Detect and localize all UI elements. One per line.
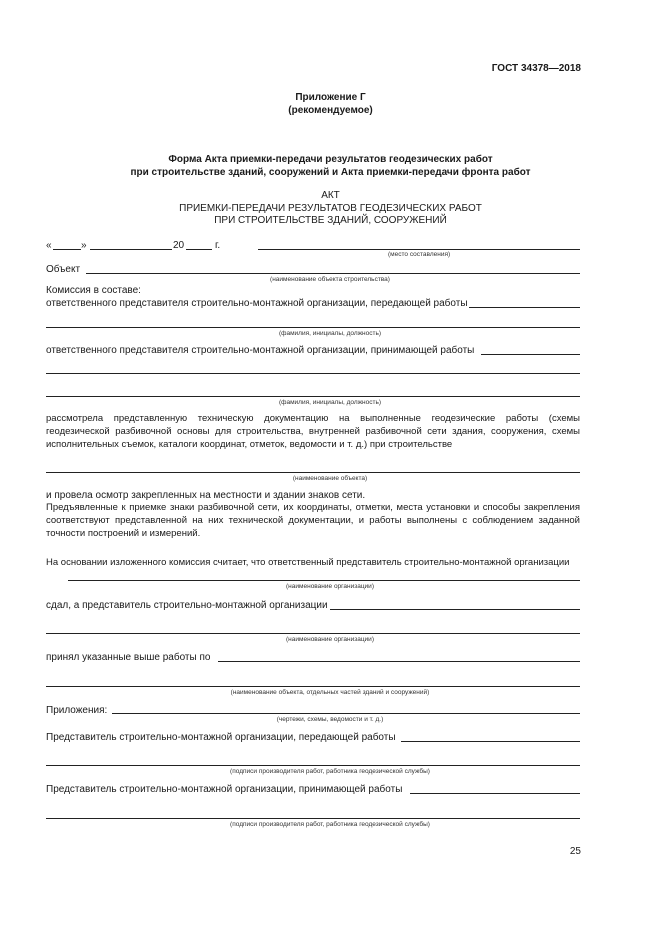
attachments-caption: (чертежи, схемы, ведомости и т. д.): [276, 716, 384, 723]
date-open-quote: «: [46, 240, 52, 251]
form-title-line1: Форма Акта приемки-передачи результатов геодезических работ: [168, 154, 493, 165]
inspected-text: и провела осмотр закрепленных на местности и здании знаков сети.: [46, 490, 366, 501]
object-label: Объект: [46, 264, 81, 275]
appendix-title: Приложение Г: [295, 92, 366, 103]
fio-caption-2: (фамилия, инициалы, должность): [278, 399, 382, 406]
page-number: 25: [569, 846, 581, 857]
date-year-suffix: г.: [215, 240, 221, 251]
reviewed-paragraph: рассмотрела представленную техническую документацию на выполненные геодезические работы (схемы геодезической разбивочной основы для строительства, внутренней разбивочной сети здания, сооружения, схемы исполнительных съемок, каталоги координат, отметок, ведомости и т. д.) при строительстве: [46, 413, 580, 450]
attachments-line[interactable]: [112, 713, 580, 714]
date-year-line[interactable]: [186, 249, 212, 250]
sign-caption-2: (подписи производителя работ, работника геодезической службы): [230, 821, 430, 828]
act-subtitle-1: ПРИЕМКИ-ПЕРЕДАЧИ РЕЗУЛЬТАТОВ ГЕОДЕЗИЧЕСКИХ РАБОТ: [179, 203, 482, 214]
date-year-prefix: 20: [173, 240, 185, 251]
place-line[interactable]: [258, 249, 580, 250]
signer-accept-line-2[interactable]: [46, 818, 580, 819]
rep-transfer-line-2[interactable]: [46, 327, 580, 328]
form-title-line2: при строительстве зданий, сооружений и Акта приемки-передачи фронта работ: [130, 167, 531, 178]
org-line-2[interactable]: [46, 633, 580, 634]
rep-accept-label: ответственного представителя строительно-монтажной организации, принимающей работы: [46, 345, 475, 356]
date-day-line[interactable]: [53, 249, 81, 250]
object-caption-2: (наименование объекта): [292, 475, 368, 482]
rep-accept-line[interactable]: [481, 354, 580, 355]
act-title: АКТ: [321, 190, 340, 201]
act-subtitle-2: ПРИ СТРОИТЕЛЬСТВЕ ЗДАНИЙ, СООРУЖЕНИЙ: [214, 215, 447, 226]
presented-paragraph: Предъявленные к приемке знаки разбивочной сети, их координаты, отметки, места установки и способы закрепления соответствуют представленной на них технической документации, и работы выполнены с соблюдением заданной точности построений и измерений.: [46, 502, 580, 539]
rep-transfer-label: ответственного представителя строительно-монтажной организации, передающей работы: [46, 298, 468, 309]
date-month-line[interactable]: [90, 249, 172, 250]
date-close-quote: »: [81, 240, 87, 251]
signer-accept-line[interactable]: [410, 793, 580, 794]
attachments-label: Приложения:: [46, 705, 108, 716]
handed-line[interactable]: [330, 609, 580, 610]
handed-label: сдал, а представитель строительно-монтажной организации: [46, 600, 328, 611]
parts-caption: (наименование объекта, отдельных частей зданий и сооружений): [230, 689, 430, 696]
rep-accept-line-3[interactable]: [46, 396, 580, 397]
standard-number: ГОСТ 34378—2018: [491, 63, 581, 74]
fio-caption-1: (фамилия, инициалы, должность): [278, 330, 382, 337]
sign-caption-1: (подписи производителя работ, работника геодезической службы): [230, 768, 430, 775]
accepted-line[interactable]: [218, 661, 580, 662]
object-caption: (наименование объекта строительства): [270, 276, 390, 283]
rep-accept-line-2[interactable]: [46, 373, 580, 374]
org-caption-2: (наименование организации): [286, 636, 374, 643]
commission-label: Комиссия в составе:: [46, 285, 141, 296]
accepted-label: принял указанные выше работы по: [46, 652, 211, 663]
object-line[interactable]: [86, 273, 580, 274]
object-line-2[interactable]: [46, 472, 580, 473]
signer-accept-label: Представитель строительно-монтажной организации, принимающей работы: [46, 784, 403, 795]
signer-transfer-line-2[interactable]: [46, 765, 580, 766]
rep-transfer-line[interactable]: [469, 307, 580, 308]
parts-line[interactable]: [46, 686, 580, 687]
signer-transfer-label: Представитель строительно-монтажной организации, передающей работы: [46, 732, 396, 743]
appendix-status: (рекомендуемое): [288, 105, 373, 116]
org-line-1[interactable]: [68, 580, 580, 581]
place-caption: (место составления): [388, 251, 451, 258]
signer-transfer-line[interactable]: [401, 741, 580, 742]
org-caption-1: (наименование организации): [286, 583, 374, 590]
basis-paragraph: На основании изложенного комиссия считает, что ответственный представитель строительно-монтажной организации: [46, 557, 570, 568]
